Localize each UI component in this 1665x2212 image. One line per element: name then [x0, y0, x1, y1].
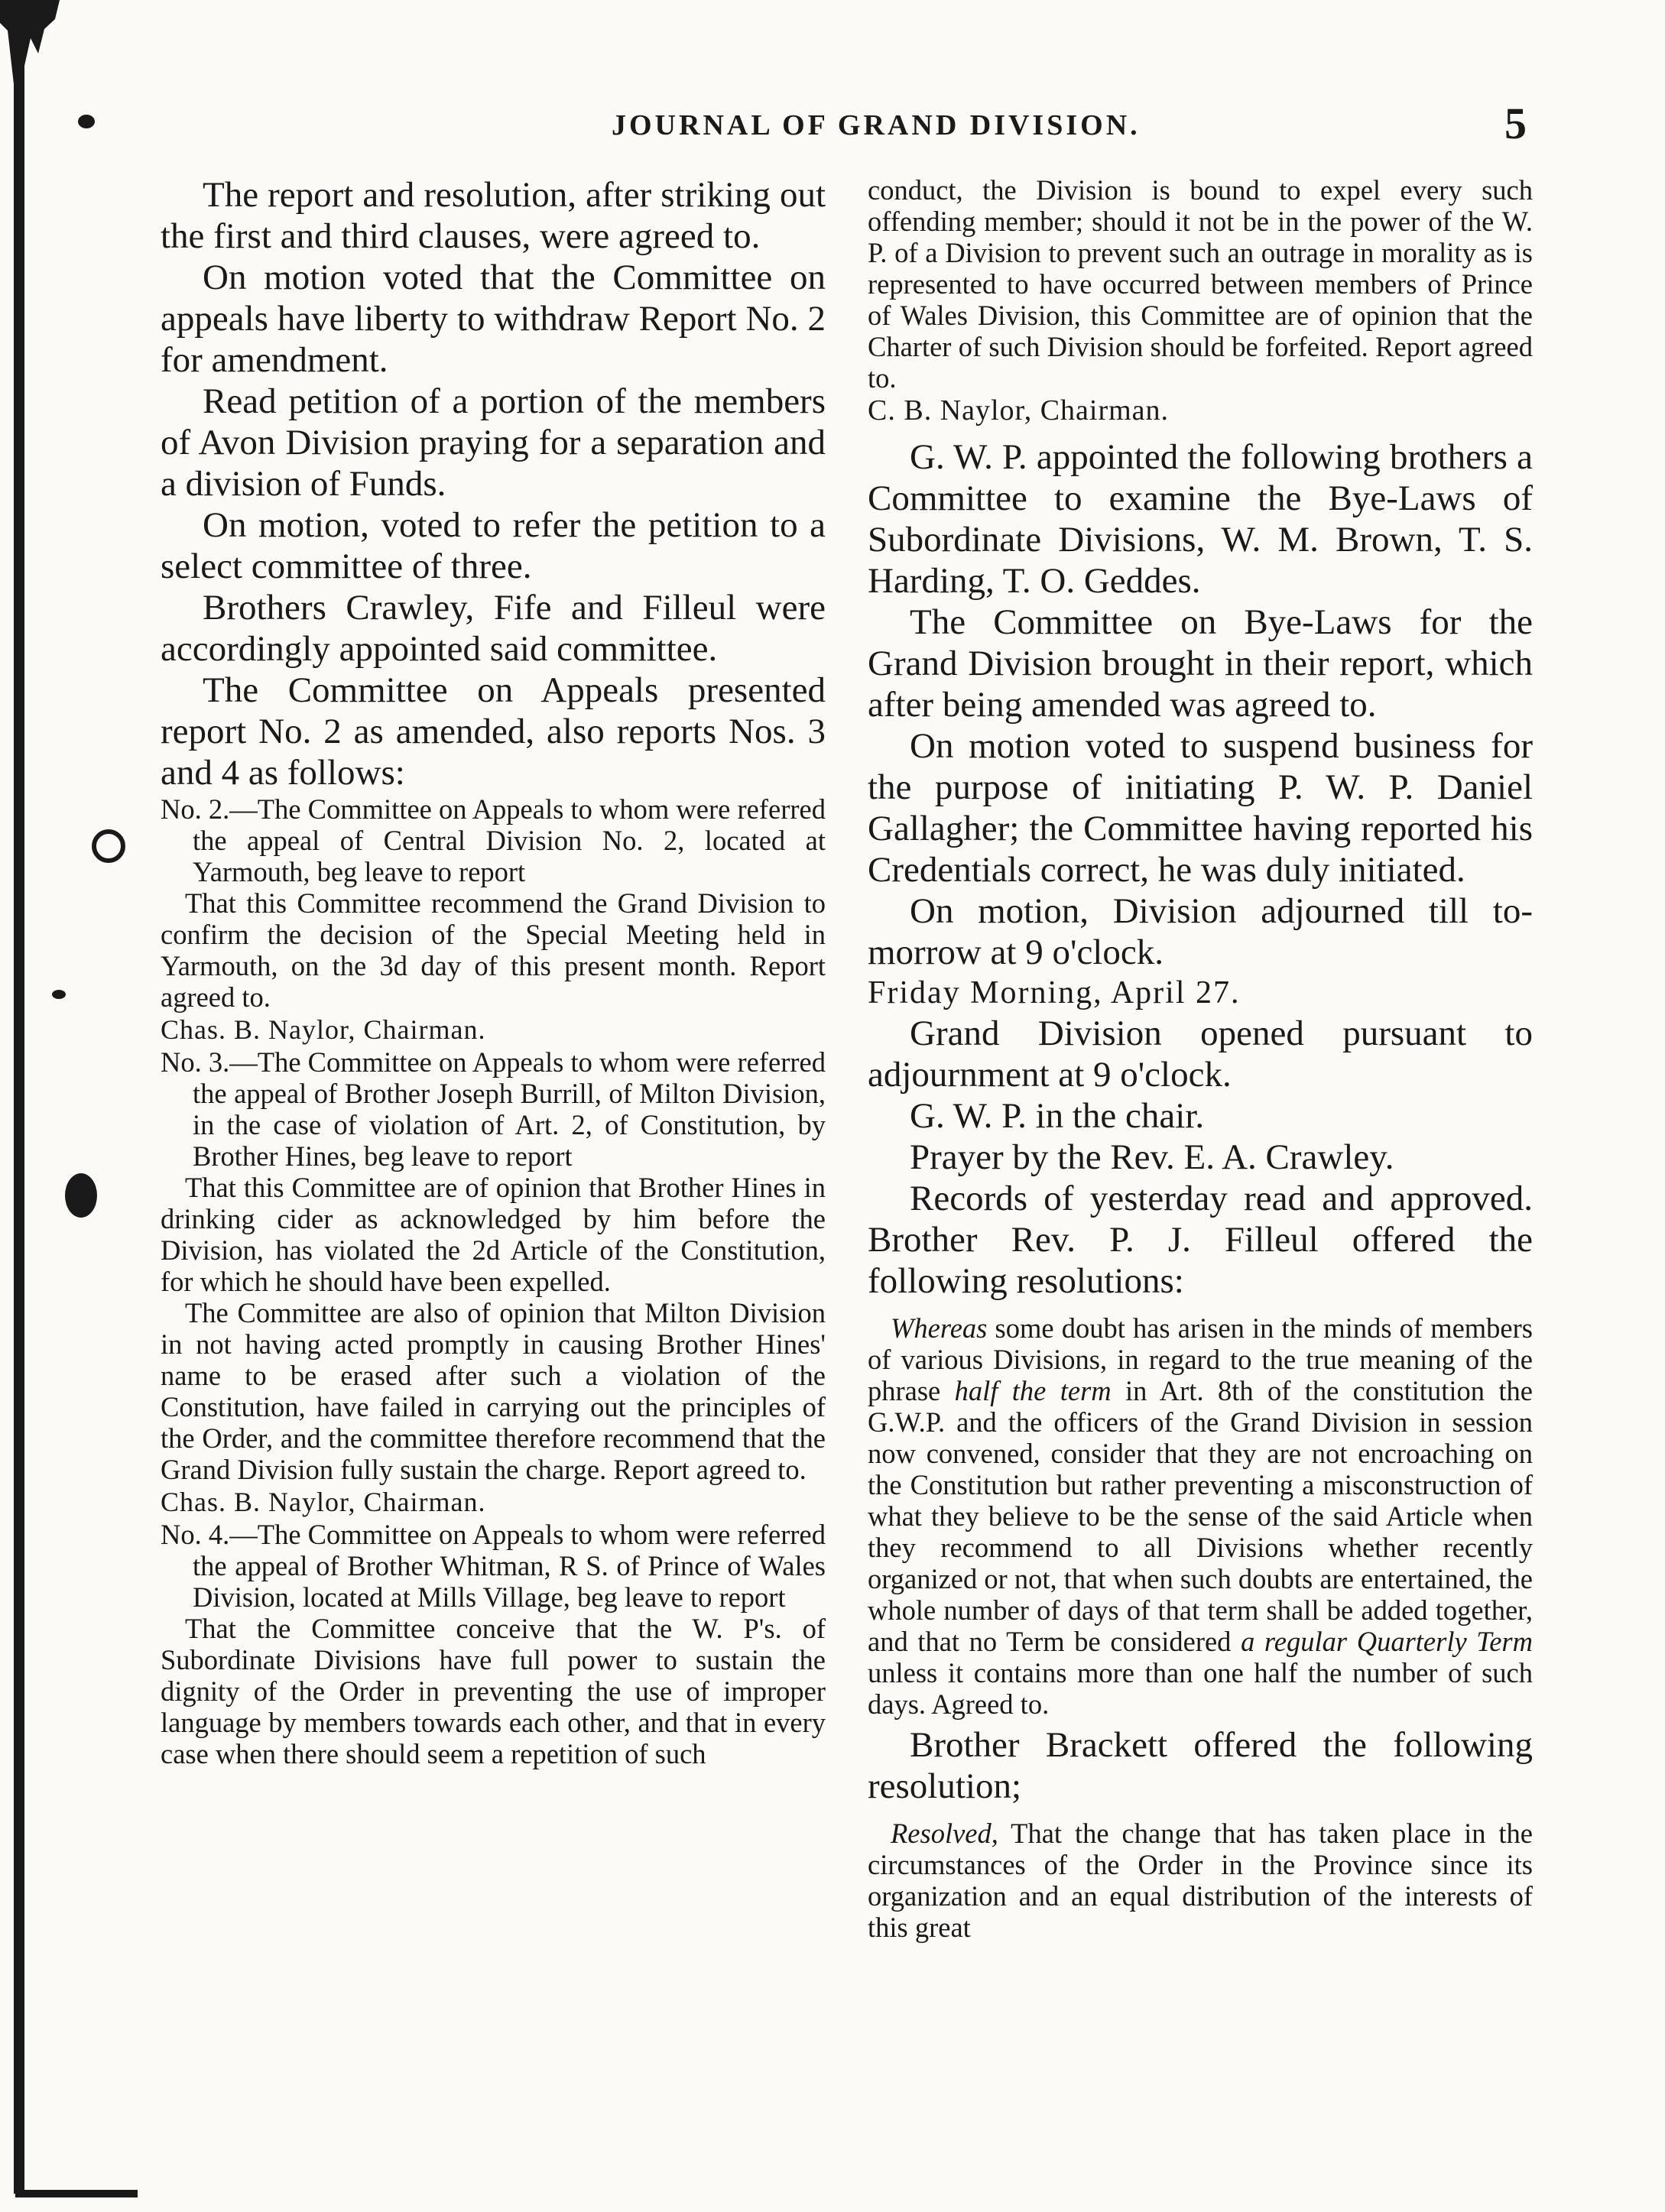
- running-head: JOURNAL OF GRAND DIVISION.: [612, 109, 1141, 141]
- report-body: That this Committee recommend the Grand Division to confirm the decision of the Special Meeting held in Yarmouth, on the 3d day of this present month. Report agreed to.: [161, 887, 826, 1013]
- report-body: That this Committee are of opinion that Brother Hines in drinking cider as acknowledged by him before the Division, has violated the 2d Article of the Constitution, for which he should have been expelled.: [161, 1172, 826, 1297]
- paragraph: Grand Division opened pursuant to adjournment at 9 o'clock.: [868, 1014, 1533, 1095]
- resolution-resolved: [868, 1818, 1533, 1943]
- ink-blot: [52, 990, 66, 999]
- resolution-lead: Whereas: [891, 1312, 988, 1344]
- report-no-2: [161, 793, 826, 1046]
- paragraph: Records of yesterday read and approved. Brother Rev. P. J. Filleul offered the following resolutions:: [868, 1179, 1533, 1301]
- left-column: [161, 174, 826, 1769]
- report-signature: C. B. Naylor, Chairman.: [868, 394, 1170, 427]
- paragraph: Read petition of a portion of the members of Avon Division praying for a separation and a division of Funds.: [161, 381, 826, 504]
- resolution-emphasis: a regular Quarterly Term: [1241, 1626, 1533, 1657]
- report-heading: No. 2.—The Committee on Appeals to whom were referred the appeal of Central Division No. 2, located at Yarmouth, beg leave to report: [161, 793, 826, 887]
- binding-clip-mark: [0, 0, 69, 92]
- resolution-emphasis: half the term: [954, 1375, 1112, 1406]
- report-heading: No. 3.—The Committee on Appeals to whom were referred the appeal of Brother Joseph Burrill, of Milton Division, in the case of violation of Art. 2, of Constitution, by Brother Hines, beg leave to report: [161, 1046, 826, 1172]
- paragraph: Brother Brackett offered the following resolution;: [868, 1725, 1533, 1806]
- page-binding-edge: [14, 54, 24, 2194]
- report-body: That the Committee conceive that the W. P's. of Subordinate Divisions have full power to sustain the dignity of the Order in preventing the use of improper language by members towards each other, and that in every case when there should seem a repetition of such: [161, 1613, 826, 1769]
- report-heading: No. 4.—The Committee on Appeals to whom were referred the appeal of Brother Whitman, R S. of Prince of Wales Division, located at Mills Village, beg leave to report: [161, 1519, 826, 1613]
- page-number: 5: [1504, 99, 1527, 148]
- paragraph: G. W. P. appointed the following brothers a Committee to examine the Bye-Laws of Subordinate Divisions, W. M. Brown, T. S. Harding, T. O. Geddes.: [868, 437, 1533, 601]
- paragraph: On motion voted to suspend business for the purpose of initiating P. W. P. Daniel Gallagher; the Committee having reported his Credentials correct, he was duly initiated.: [868, 726, 1533, 890]
- report-body: The Committee are also of opinion that Milton Division in not having acted promptly in causing Brother Hines' name to be erased after such a violation of the Constitution, have failed in carrying out the principles of the Order, and the committee therefore recommend that the Grand Division fully sustain the charge. Report agreed to.: [161, 1297, 826, 1485]
- report-no-3: [161, 1046, 826, 1519]
- right-column: [868, 174, 1533, 1943]
- paragraph: Prayer by the Rev. E. A. Crawley.: [910, 1137, 1394, 1177]
- report-signature: Chas. B. Naylor, Chairman.: [161, 1014, 486, 1045]
- paragraph: On motion voted that the Committee on appeals have liberty to withdraw Report No. 2 for amendment.: [161, 258, 826, 380]
- resolution-text: That the change that has taken place in the circumstances of the Order in the Province since its organization and an equal distribution of the interests of this great: [868, 1818, 1533, 1943]
- resolution-text: some doubt has arisen in the minds of members of various Divisions, in regard to the true meaning of the phrase: [868, 1312, 1533, 1406]
- paragraph: On motion, Division adjourned till to-morrow at 9 o'clock.: [868, 891, 1533, 972]
- ink-blot: [65, 1173, 97, 1218]
- page-header: [0, 99, 1665, 151]
- resolution-lead: Resolved,: [891, 1818, 998, 1849]
- ink-blot: [92, 829, 125, 863]
- paragraph: Brothers Crawley, Fife and Filleul were accordingly appointed said committee.: [161, 588, 826, 669]
- paragraph: The Committee on Appeals presented report No. 2 as amended, also reports Nos. 3 and 4 as follows:: [161, 670, 826, 793]
- resolution-text: unless it contains more than one half the number of such days. Agreed to.: [868, 1657, 1533, 1720]
- bottom-binding-edge: [15, 2190, 138, 2197]
- report-signature: Chas. B. Naylor, Chairman.: [161, 1487, 486, 1517]
- paragraph: G. W. P. in the chair.: [910, 1096, 1205, 1136]
- report-body-continued: conduct, the Division is bound to expel every such offending member; should it not be in the power of the W. P. of a Division to prevent such an outrage in morality as is represented to have occurred between members of Prince of Wales Division, this Committee are of opinion that the Charter of such Division should be forfeited. Report agreed to.: [868, 174, 1533, 394]
- report-no-4: [161, 1519, 826, 1769]
- paragraph: On motion, voted to refer the petition to a select committee of three.: [161, 505, 826, 586]
- dateline: Friday Morning, April 27.: [868, 975, 1241, 1010]
- paragraph: The report and resolution, after striking out the first and third clauses, were agreed to.: [161, 175, 826, 256]
- resolution-whereas: [868, 1312, 1533, 1720]
- resolution-text: in Art. 8th of the constitution the G.W.P. and the officers of the Grand Division in session now convened, consider that they are not encroaching on the Constitution but rather preventing a misconstruction of what they believe to be the sense of the said Article when they recommend to all Divisions whether recently organized or not, that when such doubts are entertained, the whole number of days of that term shall be added together, and that no Term be considered: [868, 1375, 1534, 1657]
- paragraph: The Committee on Bye-Laws for the Grand Division brought in their report, which after being amended was agreed to.: [868, 602, 1533, 725]
